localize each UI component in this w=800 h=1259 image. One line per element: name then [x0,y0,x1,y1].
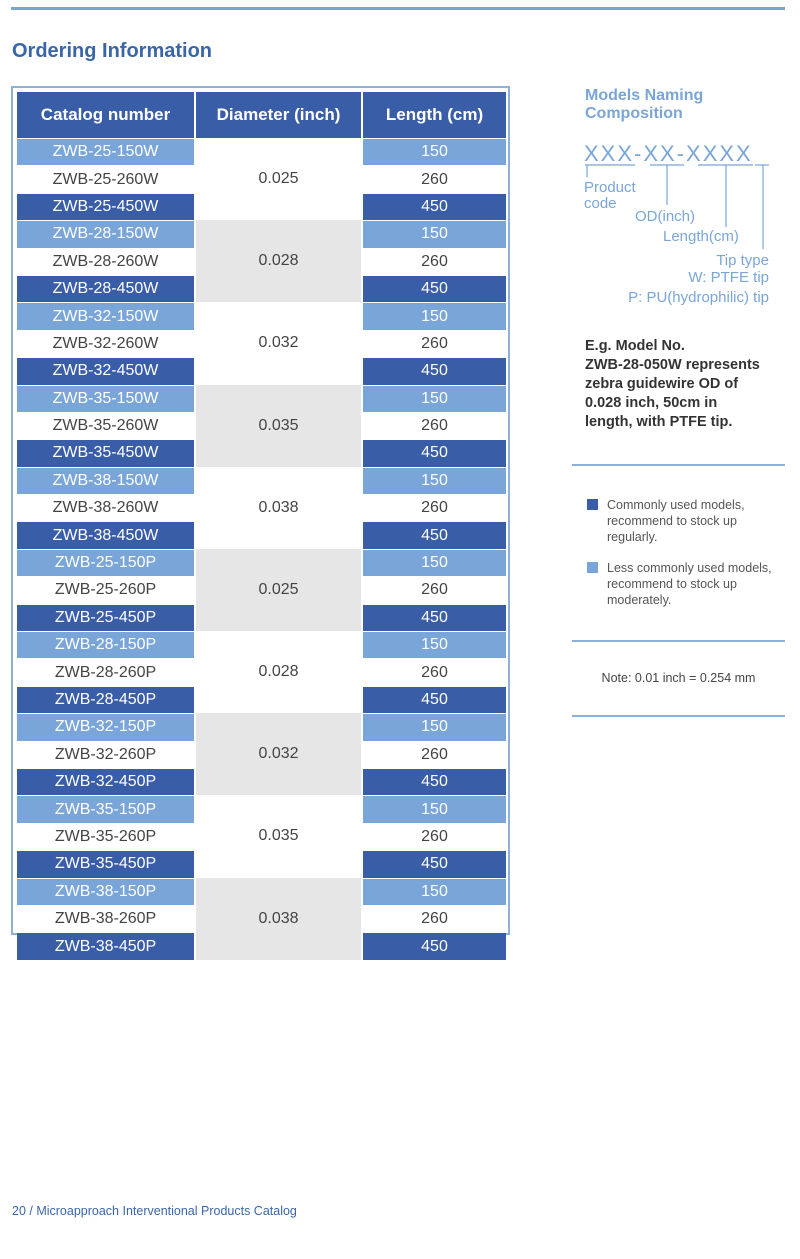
catalog-number-cell: ZWB-25-150P [17,549,194,576]
length-cell: 450 [363,686,506,713]
length-cell: 150 [363,549,506,576]
table-row [17,795,506,822]
catalog-number-cell: ZWB-38-150W [17,467,194,494]
length-cell: 260 [363,494,506,521]
catalog-number-cell: ZWB-32-450P [17,768,194,795]
catalog-number-cell: ZWB-28-450P [17,686,194,713]
label-tip-type: Tip type [716,252,769,269]
label-tip-p: P: PU(hydrophilic) tip [628,289,769,306]
page-title: Ordering Information [12,40,212,62]
length-cell: 450 [363,357,506,384]
table-row [17,713,506,740]
catalog-number-cell: ZWB-32-150W [17,302,194,329]
naming-title [585,87,703,123]
catalog-number-cell: ZWB-28-260P [17,658,194,685]
table-row [17,631,506,658]
catalog-number-cell: ZWB-38-260P [17,905,194,932]
naming-pattern: XXX-XX-XXXX [584,141,753,166]
length-cell: 150 [363,631,506,658]
example-line: zebra guidewire OD of [585,376,739,392]
table-row [17,220,506,247]
length-cell: 150 [363,795,506,822]
label-product-code-1: Product [584,179,636,196]
length-cell: 450 [363,275,506,302]
conversion-note: Note: 0.01 inch = 0.254 mm [601,671,756,685]
catalog-number-cell: ZWB-28-260W [17,248,194,275]
length-cell: 150 [363,220,506,247]
naming-diagram [580,135,785,310]
catalog-number-cell: ZWB-28-450W [17,275,194,302]
diameter-cell: 0.038 [194,878,363,960]
ordering-table [17,92,506,960]
diameter-cell: 0.035 [194,795,363,877]
diameter-cell: 0.025 [194,549,363,631]
divider [572,640,785,642]
length-cell: 260 [363,248,506,275]
catalog-number-cell: ZWB-35-260P [17,823,194,850]
legend-less-common [587,560,782,610]
length-cell: 260 [363,741,506,768]
divider [572,715,785,717]
catalog-number-cell: ZWB-28-150W [17,220,194,247]
length-cell: 150 [363,713,506,740]
example-text [585,337,785,432]
catalog-number-cell: ZWB-38-260W [17,494,194,521]
table-row [17,878,506,905]
catalog-number-cell: ZWB-25-450P [17,604,194,631]
divider [572,464,785,466]
table-row [17,138,506,165]
catalog-number-cell: ZWB-32-260P [17,741,194,768]
length-cell: 450 [363,932,506,959]
diameter-cell: 0.032 [194,713,363,795]
table-row [17,385,506,412]
light-square-icon [587,562,598,573]
naming-labels [584,179,769,306]
diameter-cell: 0.032 [194,302,363,384]
label-tip-w: W: PTFE tip [688,269,769,286]
length-cell: 260 [363,576,506,603]
catalog-number-cell: ZWB-28-150P [17,631,194,658]
top-rule [11,7,785,10]
length-cell: 450 [363,768,506,795]
table-row [17,467,506,494]
example-line: E.g. Model No. [585,338,685,354]
length-cell: 450 [363,521,506,548]
label-length: Length(cm) [663,228,739,245]
table-row [17,302,506,329]
table-row [17,549,506,576]
legend-common-text: Commonly used models, recommend to stock up regularly. [607,498,745,544]
length-cell: 150 [363,138,506,165]
legend-less-common-text: Less commonly used models, recommend to stock up moderately. [607,561,772,607]
diameter-cell: 0.028 [194,631,363,713]
naming-title-line1: Models Naming [585,87,704,104]
length-cell: 260 [363,412,506,439]
example-line: length, with PTFE tip. [585,414,733,430]
length-cell: 260 [363,658,506,685]
label-product-code-2: code [584,195,617,212]
catalog-number-cell: ZWB-38-450P [17,932,194,959]
catalog-number-cell: ZWB-25-450W [17,193,194,220]
dark-square-icon [587,499,598,510]
catalog-number-cell: ZWB-35-260W [17,412,194,439]
length-cell: 260 [363,330,506,357]
length-cell: 450 [363,439,506,466]
page-footer: 20 / Microapproach Interventional Products Catalog [12,1204,297,1218]
legend-common [587,497,782,547]
table-body [17,138,506,960]
catalog-number-cell: ZWB-32-150P [17,713,194,740]
diameter-cell: 0.028 [194,220,363,302]
catalog-number-cell: ZWB-32-260W [17,330,194,357]
catalog-number-cell: ZWB-25-260P [17,576,194,603]
catalog-number-cell: ZWB-35-150W [17,385,194,412]
label-od: OD(inch) [635,208,696,225]
catalog-number-cell: ZWB-32-450W [17,357,194,384]
length-cell: 150 [363,467,506,494]
length-cell: 260 [363,905,506,932]
catalog-number-cell: ZWB-35-450W [17,439,194,466]
length-cell: 260 [363,165,506,192]
length-cell: 450 [363,193,506,220]
catalog-number-cell: ZWB-35-150P [17,795,194,822]
diameter-cell: 0.038 [194,467,363,549]
example-line: 0.028 inch, 50cm in [585,395,718,411]
catalog-number-cell: ZWB-25-260W [17,165,194,192]
header-length: Length (cm) [363,92,506,138]
header-diameter: Diameter (inch) [194,92,363,138]
naming-title-line2: Composition [585,105,683,122]
length-cell: 150 [363,878,506,905]
length-cell: 450 [363,604,506,631]
length-cell: 150 [363,385,506,412]
length-cell: 450 [363,850,506,877]
length-cell: 150 [363,302,506,329]
table-header-row [17,92,506,138]
length-cell: 260 [363,823,506,850]
catalog-number-cell: ZWB-25-150W [17,138,194,165]
header-catalog-number: Catalog number [17,92,194,138]
diameter-cell: 0.025 [194,138,363,220]
catalog-number-cell: ZWB-35-450P [17,850,194,877]
catalog-number-cell: ZWB-38-150P [17,878,194,905]
catalog-number-cell: ZWB-38-450W [17,521,194,548]
example-line: ZWB-28-050W represents [585,357,760,373]
diameter-cell: 0.035 [194,385,363,467]
